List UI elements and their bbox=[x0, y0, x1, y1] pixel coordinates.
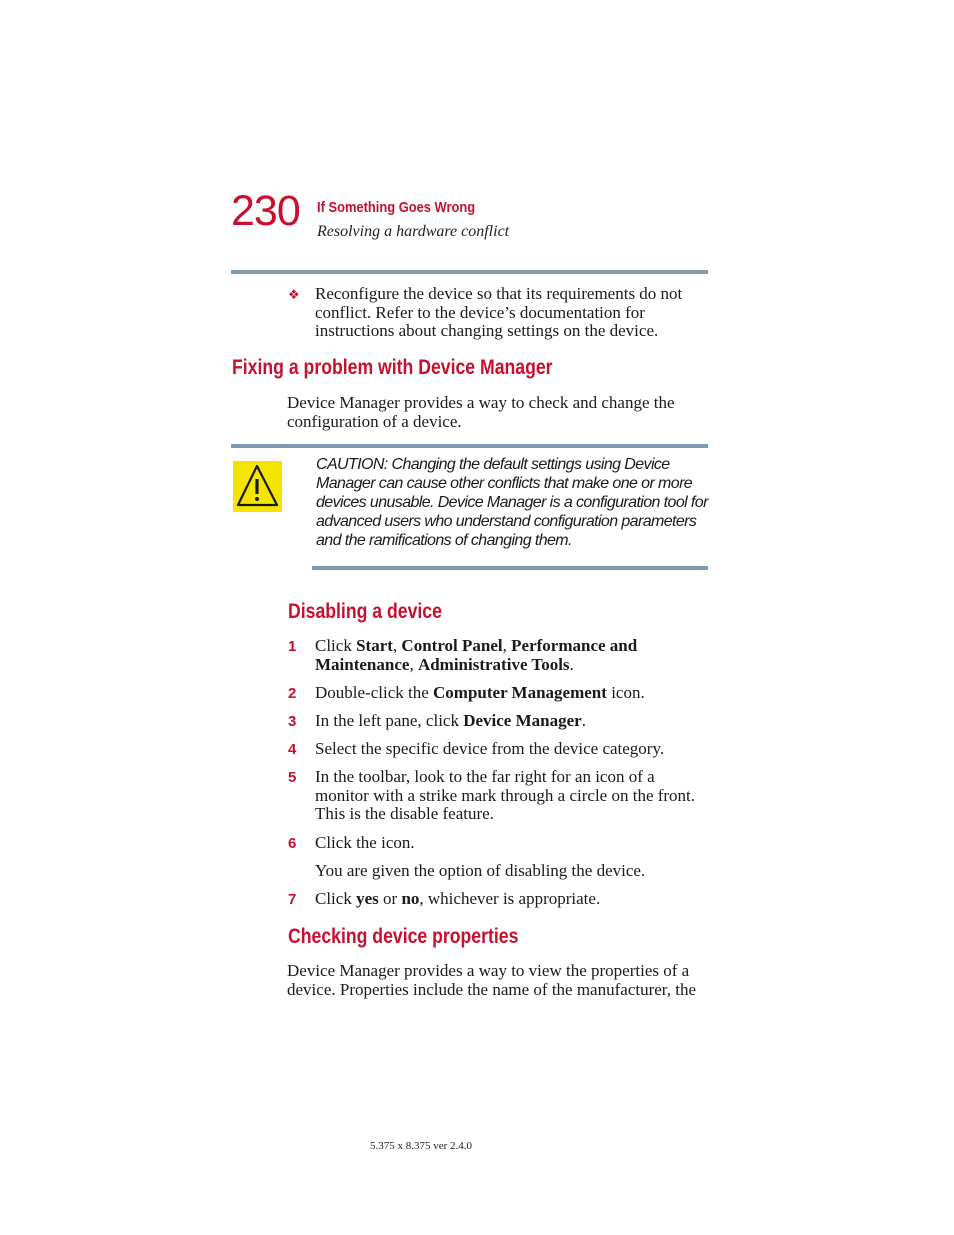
step-fragment: or bbox=[378, 889, 402, 908]
step-fragment: Click bbox=[315, 889, 357, 908]
step-fragment: , bbox=[409, 654, 418, 674]
step-fragment: Click the icon. bbox=[315, 833, 415, 852]
ui-term: Computer Management bbox=[433, 683, 607, 702]
ui-term: Administrative Tools bbox=[417, 654, 570, 674]
section-heading-disabling: Disabling a device bbox=[288, 600, 442, 623]
section-heading-properties: Checking device properties bbox=[288, 925, 519, 948]
step-fragment: Double-click the bbox=[315, 683, 434, 702]
step-number: 2 bbox=[288, 685, 297, 702]
properties-paragraph: Device Manager provides a way to view the properties of a device. Properties include the name of the manufacturer, the bbox=[287, 961, 697, 999]
step-number: 3 bbox=[288, 713, 297, 730]
footer-version: 5.375 x 8.375 ver 2.4.0 bbox=[370, 1140, 473, 1152]
step-fragment: In the toolbar, look to the far right for an icon of a monitor with a strike mark through a circle on the front. This is the disable feature. bbox=[315, 767, 696, 823]
section-heading-device-manager: Fixing a problem with Device Manager bbox=[232, 356, 553, 379]
step-number: 7 bbox=[288, 891, 297, 908]
step-text bbox=[315, 712, 710, 731]
step-fragment: . bbox=[569, 654, 574, 674]
step-text bbox=[315, 768, 710, 824]
step-text bbox=[315, 890, 710, 909]
step-text bbox=[315, 684, 710, 703]
step-fragment: . bbox=[581, 711, 586, 730]
step-fragment: icon. bbox=[606, 683, 645, 702]
step-fragment: You are given the option of disabling the device. bbox=[315, 861, 646, 880]
ui-term: Device Manager bbox=[463, 711, 582, 730]
ui-term: Control Panel bbox=[401, 636, 503, 655]
header-rule bbox=[231, 270, 708, 274]
step-fragment: , bbox=[502, 636, 512, 655]
step-fragment: Click bbox=[315, 636, 357, 655]
step-text bbox=[315, 637, 710, 674]
step-number: 1 bbox=[288, 638, 297, 655]
warning-triangle-icon bbox=[233, 461, 282, 512]
caution-bottom-rule bbox=[312, 566, 708, 570]
bullet-text: Reconfigure the device so that its requirements do not conflict. Refer to the device’s documentation for instructions about changing settings on the device. bbox=[315, 284, 683, 340]
section-subtitle: Resolving a hardware conflict bbox=[317, 223, 510, 240]
step-text bbox=[315, 740, 710, 759]
section-paragraph: Device Manager provides a way to check and change the configuration of a device. bbox=[287, 393, 675, 431]
caution-text: CAUTION: Changing the default settings using Device Manager can cause other conflicts that make one or more devices unusable. Device Manager is a configuration tool for advanced users who understand configuration parameters and the ramifications of changing them. bbox=[316, 456, 708, 549]
bullet-diamond-icon: ❖ bbox=[288, 287, 300, 302]
step-number: 5 bbox=[288, 769, 297, 786]
ui-term: yes bbox=[356, 889, 379, 908]
ui-term: no bbox=[401, 889, 420, 908]
step-number: 4 bbox=[288, 741, 297, 758]
chapter-title: If Something Goes Wrong bbox=[317, 199, 476, 216]
step-fragment: In the left pane, click bbox=[315, 711, 464, 730]
step-text bbox=[315, 834, 710, 853]
step-text bbox=[315, 862, 710, 881]
page-number: 230 bbox=[231, 187, 300, 235]
step-fragment: , whichever is appropriate. bbox=[419, 889, 601, 908]
ui-term: Start bbox=[356, 636, 393, 655]
caution-top-rule bbox=[231, 444, 708, 448]
ui-term: Performance and Maintenance bbox=[315, 636, 638, 674]
step-fragment: Select the specific device from the device category. bbox=[315, 739, 665, 758]
step-fragment: , bbox=[392, 636, 402, 655]
step-number: 6 bbox=[288, 835, 297, 852]
